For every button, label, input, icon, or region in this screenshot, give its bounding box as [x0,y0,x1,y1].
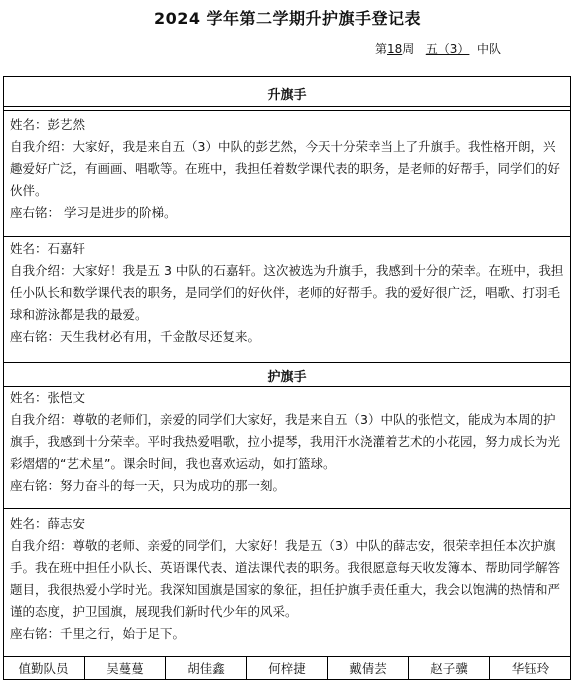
duty-member: 戴倩芸 [328,656,409,680]
duty-members-row [3,656,571,680]
entry-motto: 座右铭： 学习是进步的阶梯。 [10,205,177,220]
duty-member: 胡佳鑫 [166,656,247,680]
divider [3,508,571,509]
entry-intro: 自我介绍：尊敬的老师、亲爱的同学们，大家好！我是五（3）中队的薛志安，很荣幸担任本次护旗手。我在班中担任小队长、英语课代表、道法课代表的职务。我很愿意每天收发簿本、帮助同学解答题目，我很热爱小学时光。我深知国旗是国家的象征，担任护旗手责任重大，我会以饱满的热情和严谨的态度，护卫国旗，展现我们新时代少年的风采。 [10,538,561,619]
class-name: 五（3） [425,42,470,56]
entry-intro: 自我介绍：大家好！我是五 3 中队的石嘉轩。这次被选为升旗手，我感到十分的荣幸。在班中，我担任小队长和数学课代表的职务，是同学们的好伙伴，老师的好帮手。我的爱好很广泛，唱歌、打羽毛球和游泳都是我的最爱。 [10,263,564,322]
entry-motto: 座右铭：天生我材必有用，千金散尽还复来。 [10,329,261,344]
divider [3,236,571,237]
entry-intro: 自我介绍：尊敬的老师们，亲爱的同学们大家好，我是来自五（3）中队的张恺文，能成为本周的护旗手，我感到十分荣幸。平时我热爱唱歌，拉小提琴，我用汗水浇灌着艺术的小花园，努力成长为光彩熠熠的“艺术星”。课余时间，我也喜欢运动，如打篮球。 [10,412,561,471]
entry-peng-yiran [10,114,565,224]
duty-member: 吴蔓蔓 [85,656,166,680]
raise-flag-section-title: 升旗手 [267,88,307,103]
entry-intro: 自我介绍：大家好，我是来自五（3）中队的彭艺然，今天十分荣幸当上了升旗手。我性格开朗，兴趣爱好广泛，有画画、唱歌等。在班中，我担任着数学课代表的职务，是老师的好帮手，同学们的好伙伴。 [10,139,561,198]
duty-member: 华钰玲 [511,661,550,676]
week-class-info [375,40,501,57]
entry-name: 姓名：薛志安 [10,516,86,531]
entry-name: 姓名：张恺文 [10,390,86,405]
entry-name: 姓名：彭艺然 [10,117,86,132]
divider [3,110,571,111]
entry-xue-zhian [10,513,565,645]
divider [3,106,571,107]
page-title: 2024 学年第二学期升护旗手登记表 [153,9,422,28]
divider [3,362,571,363]
week-suffix: 周 [402,42,415,56]
entry-zhang-kaiwen [10,387,565,497]
duty-member: 赵子骥 [409,656,490,680]
week-number: 18 [387,42,403,56]
entry-shi-jiaxuan [10,238,565,348]
entry-name: 姓名：石嘉轩 [10,241,86,256]
class-suffix: 中队 [477,42,502,56]
entry-motto: 座右铭：千里之行，始于足下。 [10,626,186,641]
duty-label: 值勤队员 [3,656,85,680]
entry-motto: 座右铭：努力奋斗的每一天，只为成功的那一刻。 [10,478,286,493]
duty-member: 何梓捷 [247,656,328,680]
week-prefix: 第 [375,42,388,56]
guard-flag-section-title: 护旗手 [267,370,307,385]
